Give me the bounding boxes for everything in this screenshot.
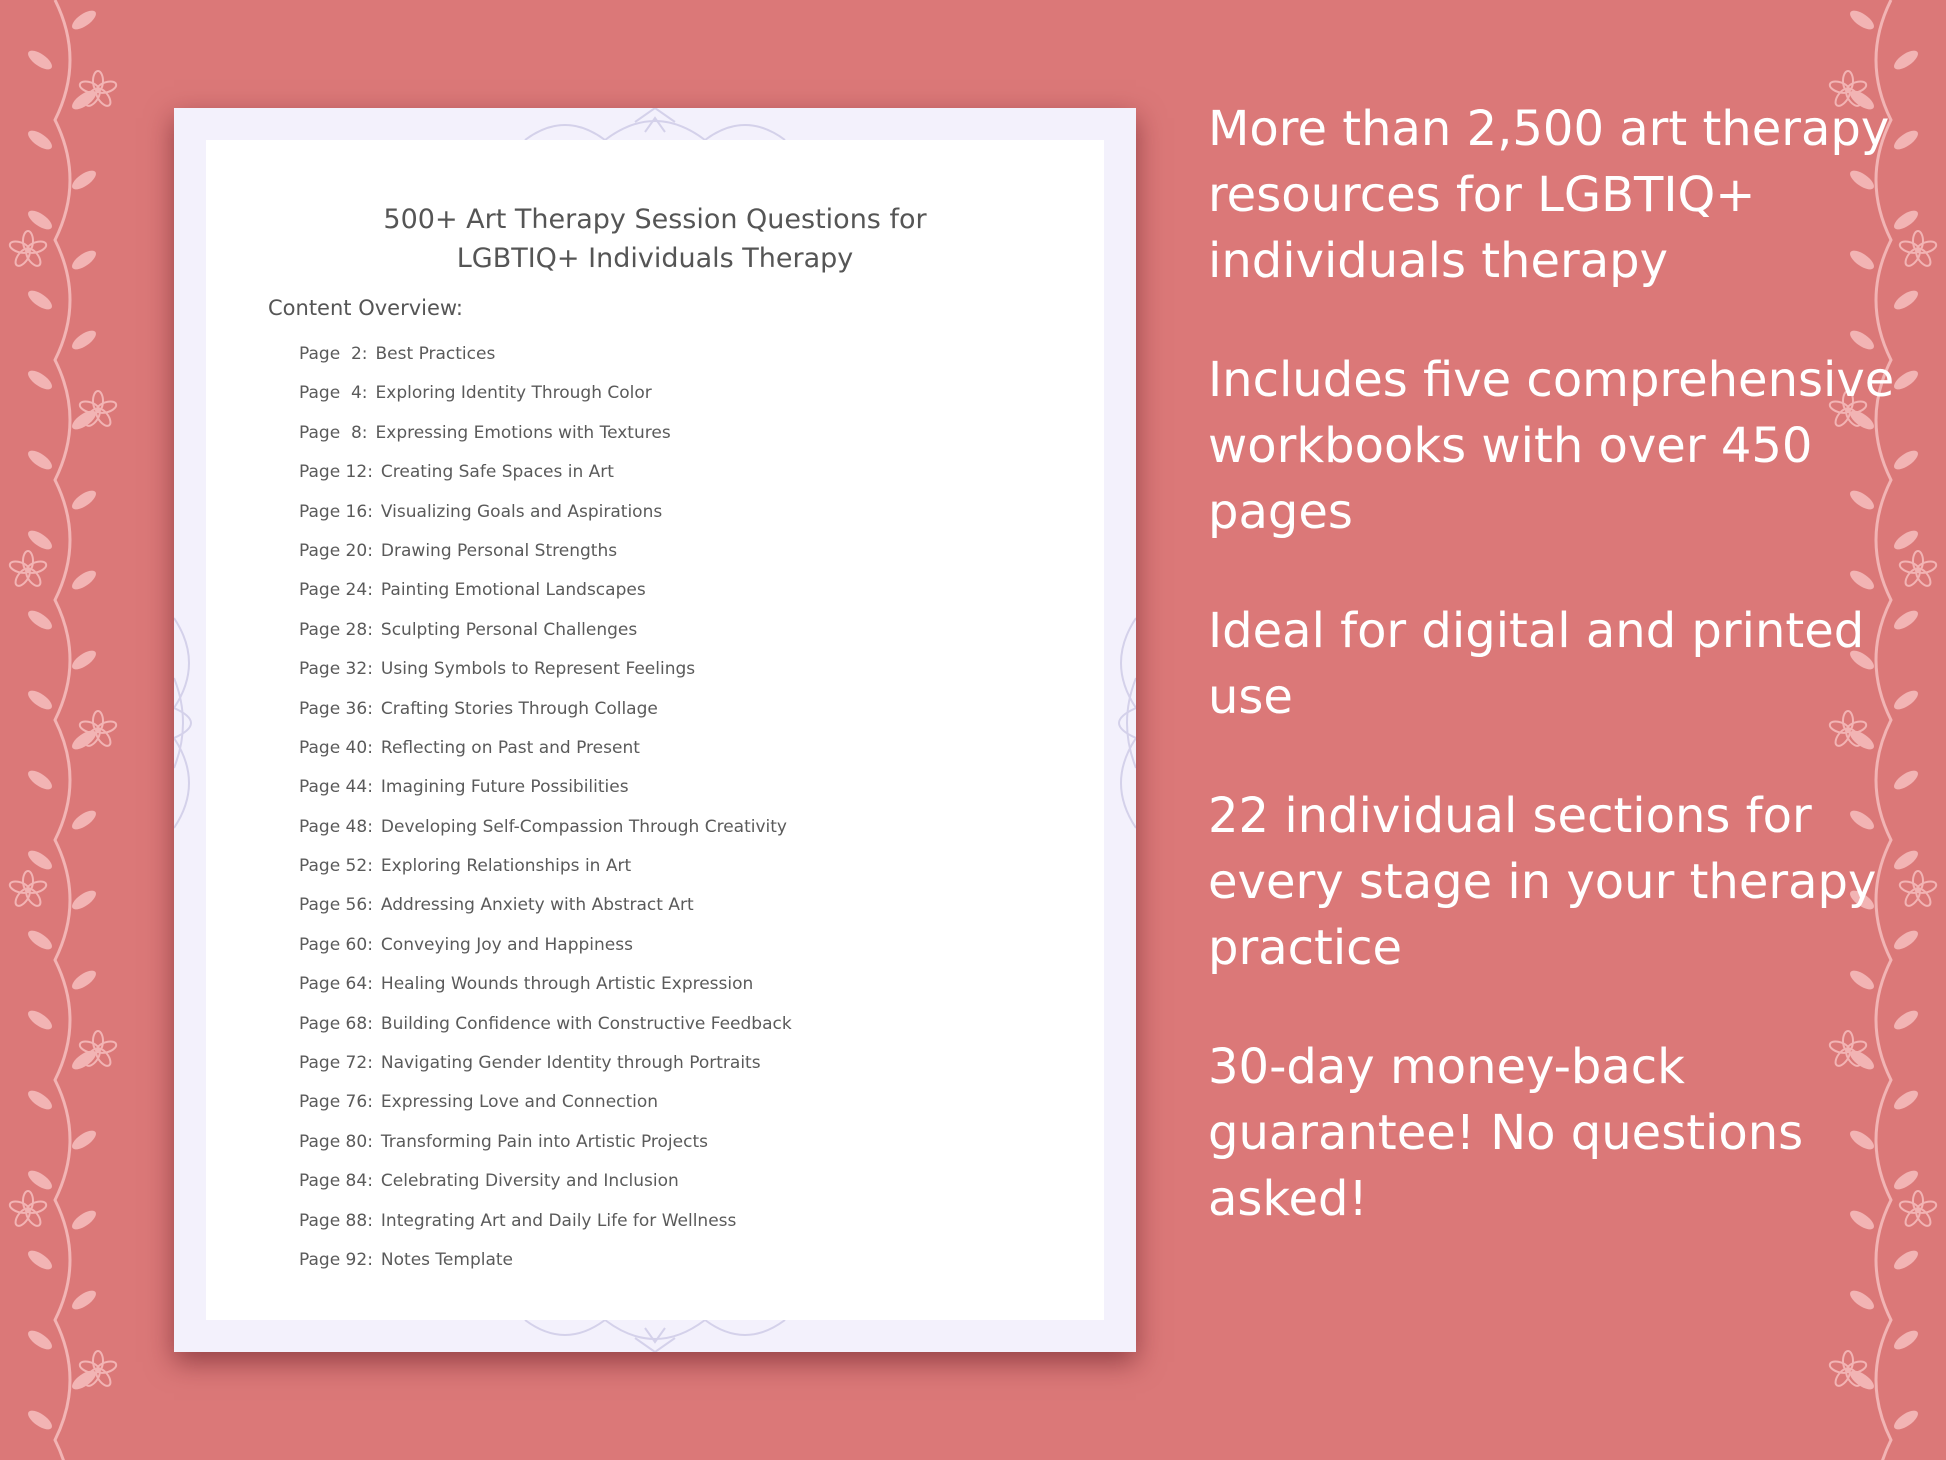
toc-page-number: Page 36: <box>299 698 373 719</box>
toc-page-number: Page 12: <box>299 462 373 483</box>
toc-item <box>299 1211 792 1250</box>
toc-page-number: Page 8: <box>299 422 368 443</box>
toc-item <box>299 974 792 1013</box>
toc-section-title: Reflecting on Past and Present <box>380 737 640 758</box>
toc-item <box>299 935 792 974</box>
toc-item <box>299 1014 792 1053</box>
toc-item <box>299 1171 792 1210</box>
toc-page-number: Page 68: <box>299 1013 373 1034</box>
toc-item <box>299 502 792 541</box>
toc-section-title: Exploring Relationships in Art <box>380 856 632 877</box>
toc-item <box>299 817 792 856</box>
toc-page-number: Page 92: <box>299 1249 373 1270</box>
toc-section-title: Developing Self-Compassion Through Creativity <box>380 816 787 837</box>
feature-text: 22 individual sections for every stage in your therapy practice <box>1208 788 1877 976</box>
mandala-ornament-top <box>505 108 805 140</box>
toc-section-title: Addressing Anxiety with Abstract Art <box>380 895 694 916</box>
feature-text: Includes five comprehensive workbooks with over 450 pages <box>1208 352 1895 540</box>
feature-text: 30-day money-back guarantee! No questions asked! <box>1208 1039 1804 1227</box>
toc-section-title: Notes Template <box>380 1249 513 1270</box>
toc-section-title: Crafting Stories Through Collage <box>380 698 658 719</box>
toc-page-number: Page 76: <box>299 1092 373 1113</box>
toc-section-title: Celebrating Diversity and Inclusion <box>380 1171 679 1192</box>
toc-section-title: Creating Safe Spaces in Art <box>380 462 614 483</box>
toc-page-number: Page 60: <box>299 934 373 955</box>
toc-section-title: Exploring Identity Through Color <box>375 383 652 404</box>
toc-page-number: Page 16: <box>299 501 373 522</box>
toc-item <box>299 699 792 738</box>
toc-page-number: Page 56: <box>299 895 373 916</box>
toc-section-title: Painting Emotional Landscapes <box>380 580 646 601</box>
toc-page-number: Page 28: <box>299 619 373 640</box>
mandala-ornament-left <box>174 608 206 838</box>
toc-item <box>299 541 792 580</box>
toc-page-number: Page 32: <box>299 659 373 680</box>
toc-page-number: Page 48: <box>299 816 373 837</box>
document-page <box>206 140 1104 1320</box>
toc-item <box>299 777 792 816</box>
toc-page-number: Page 20: <box>299 540 373 561</box>
toc-section-title: Imagining Future Possibilities <box>380 777 629 798</box>
toc-section-title: Building Confidence with Constructive Feedback <box>380 1013 792 1034</box>
toc-section-title: Visualizing Goals and Aspirations <box>380 501 663 522</box>
document-title-line-2: LGBTIQ+ Individuals Therapy <box>456 243 854 275</box>
feature-text: Ideal for digital and printed use <box>1208 603 1865 725</box>
toc-item <box>299 1250 792 1289</box>
toc-page-number: Page 88: <box>299 1210 373 1231</box>
toc-item <box>299 895 792 934</box>
document-preview <box>174 108 1136 1352</box>
table-of-contents <box>299 344 792 1289</box>
toc-section-title: Expressing Emotions with Textures <box>375 422 671 443</box>
toc-item <box>299 738 792 777</box>
document-title <box>206 200 1104 278</box>
mandala-ornament-right <box>1104 608 1136 838</box>
toc-page-number: Page 64: <box>299 974 373 995</box>
toc-section-title: Integrating Art and Daily Life for Wellness <box>380 1210 737 1231</box>
toc-item <box>299 344 792 383</box>
toc-section-title: Healing Wounds through Artistic Expression <box>380 974 754 995</box>
floral-vine-left-decoration <box>0 0 130 1460</box>
toc-item <box>299 659 792 698</box>
toc-item <box>299 383 792 422</box>
toc-item <box>299 580 792 619</box>
toc-item <box>299 856 792 895</box>
toc-section-title: Drawing Personal Strengths <box>380 540 618 561</box>
toc-item <box>299 1092 792 1131</box>
toc-page-number: Page 2: <box>299 344 368 364</box>
feature-list <box>1208 96 1908 1285</box>
feature-text: More than 2,500 art therapy resources for LGBTIQ+ individuals therapy <box>1208 101 1890 289</box>
toc-section-title: Conveying Joy and Happiness <box>380 934 633 955</box>
toc-item <box>299 423 792 462</box>
toc-section-title: Using Symbols to Represent Feelings <box>380 659 696 680</box>
toc-section-title: Navigating Gender Identity through Portraits <box>380 1053 761 1074</box>
toc-page-number: Page 72: <box>299 1053 373 1074</box>
toc-page-number: Page 24: <box>299 580 373 601</box>
toc-item <box>299 462 792 501</box>
document-title-line-1: 500+ Art Therapy Session Questions for <box>383 204 927 236</box>
toc-item <box>299 620 792 659</box>
toc-section-title: Sculpting Personal Challenges <box>380 619 638 640</box>
content-overview-heading: Content Overview: <box>268 296 463 320</box>
toc-page-number: Page 84: <box>299 1171 373 1192</box>
toc-page-number: Page 80: <box>299 1131 373 1152</box>
mandala-ornament-bottom <box>505 1320 805 1352</box>
toc-section-title: Expressing Love and Connection <box>380 1092 659 1113</box>
toc-item <box>299 1053 792 1092</box>
toc-page-number: Page 44: <box>299 777 373 798</box>
toc-page-number: Page 40: <box>299 737 373 758</box>
toc-page-number: Page 52: <box>299 856 373 877</box>
toc-page-number: Page 4: <box>299 383 368 404</box>
toc-section-title: Transforming Pain into Artistic Projects <box>380 1131 708 1152</box>
toc-item <box>299 1132 792 1171</box>
toc-section-title: Best Practices <box>375 344 496 364</box>
